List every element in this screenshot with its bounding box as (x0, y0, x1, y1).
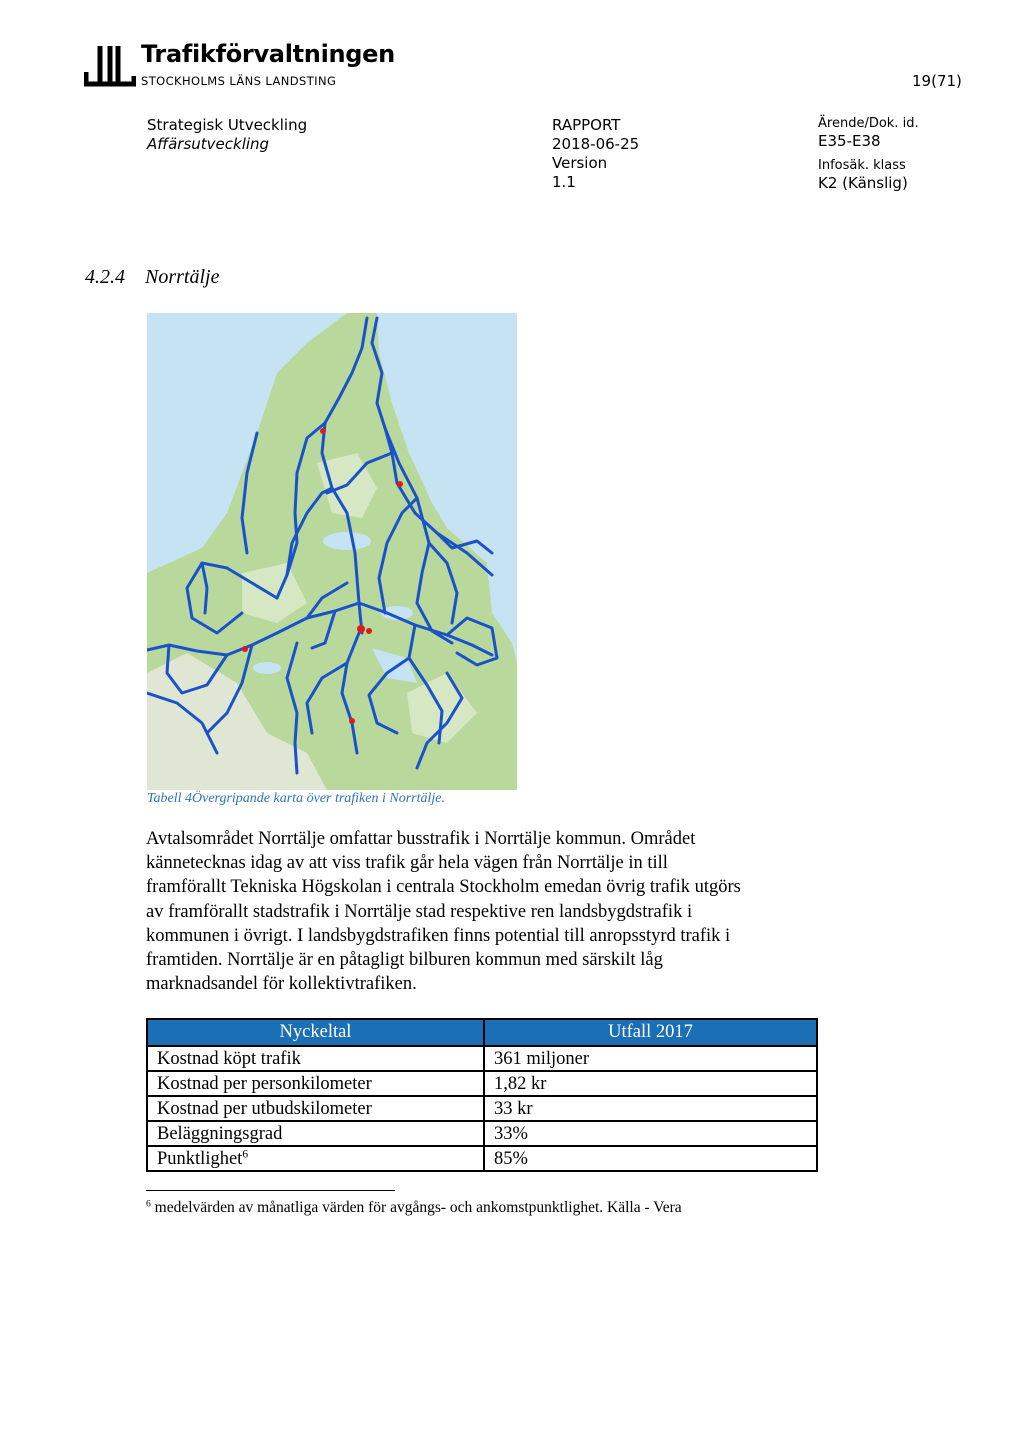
table-row (147, 1121, 817, 1146)
body-line: kommunen i övrigt. I landsbygdstrafiken finns potential till anropsstyrd trafik i (146, 925, 731, 946)
body-line: framförallt Tekniska Högskolan i centrala Stockholm emedan övrig trafik utgörs (146, 877, 741, 898)
table-cell-kpi: Beläggningsgrad (147, 1121, 484, 1146)
table-row (147, 1096, 817, 1121)
table-cell-kpi: Kostnad per personkilometer (147, 1071, 484, 1096)
header-case-block (818, 115, 919, 193)
footnote (146, 1199, 682, 1217)
kpi-table (146, 1018, 818, 1172)
case-id: E35-E38 (818, 132, 881, 150)
table-cell-value: 85% (484, 1146, 817, 1171)
table-cell-value: 1,82 kr (484, 1071, 817, 1096)
section-title: Norrtälje (145, 266, 220, 288)
classification-label: Infosäk. klass (818, 158, 906, 173)
body-line: Avtalsområdet Norrtälje omfattar busstrafik i Norrtälje kommun. Området (146, 829, 696, 849)
organization-logo (84, 40, 395, 90)
table-cell-value: 361 miljoner (484, 1046, 817, 1071)
body-paragraph (146, 827, 826, 996)
version-label: Version (552, 154, 608, 172)
table-header-row (147, 1019, 817, 1046)
header-document-block (552, 116, 639, 192)
table-cell-kpi: Kostnad per utbudskilometer (147, 1096, 484, 1121)
table-row (147, 1046, 817, 1071)
route-map-illustration-icon (147, 313, 517, 790)
table-cell-kpi-text: Punktlighet (157, 1148, 243, 1169)
table-cell-value: 33 kr (484, 1096, 817, 1121)
department: Strategisk Utveckling (147, 116, 308, 134)
classification-value: K2 (Känslig) (818, 174, 908, 192)
column-header-outcome: Utfall 2017 (484, 1019, 817, 1046)
header-department-block (147, 116, 307, 154)
footnote-text: medelvärden av månatliga värden för avgångs- och ankomstpunktlighet. Källa - Vera (154, 1199, 682, 1216)
body-line: framtiden. Norrtälje är en påtagligt bilburen kommun med särskilt låg (146, 950, 663, 971)
map-caption: Tabell 4Övergripande karta över trafiken i Norrtälje. (147, 791, 445, 806)
table-cell-kpi (147, 1146, 484, 1171)
section-number: 4.2.4 (85, 266, 125, 288)
case-label: Ärende/Dok. id. (818, 116, 919, 131)
logo-name: Trafikförvaltningen (141, 40, 395, 68)
version-number: 1.1 (552, 173, 576, 191)
footnote-divider (146, 1190, 395, 1191)
body-line: marknadsandel för kollektivtrafiken. (146, 974, 417, 995)
table-cell-value: 33% (484, 1121, 817, 1146)
table-row (147, 1071, 817, 1096)
document-date: 2018-06-25 (552, 135, 640, 153)
document-type: RAPPORT (552, 116, 621, 134)
logo-subtitle: STOCKHOLMS LÄNS LANDSTING (141, 74, 337, 88)
table-cell-kpi: Kostnad köpt trafik (147, 1046, 484, 1071)
footnote-reference[interactable]: 6 (242, 1148, 249, 1161)
unit: Affärsutveckling (147, 135, 270, 153)
column-header-kpi: Nyckeltal (147, 1019, 484, 1046)
trafikforvaltningen-logo-icon (84, 44, 136, 88)
section-heading (85, 266, 219, 289)
body-line: av framförallt stadstrafik i Norrtälje stad respektive ren landsbygdstrafik i (146, 901, 693, 922)
table-row (147, 1146, 817, 1171)
page-number: 19(71) (912, 72, 962, 90)
body-line: kännetecknas idag av att viss trafik går hela vägen från Norrtälje in till (146, 853, 668, 874)
route-map (147, 313, 517, 790)
footnote-mark: 6 (146, 1198, 151, 1210)
